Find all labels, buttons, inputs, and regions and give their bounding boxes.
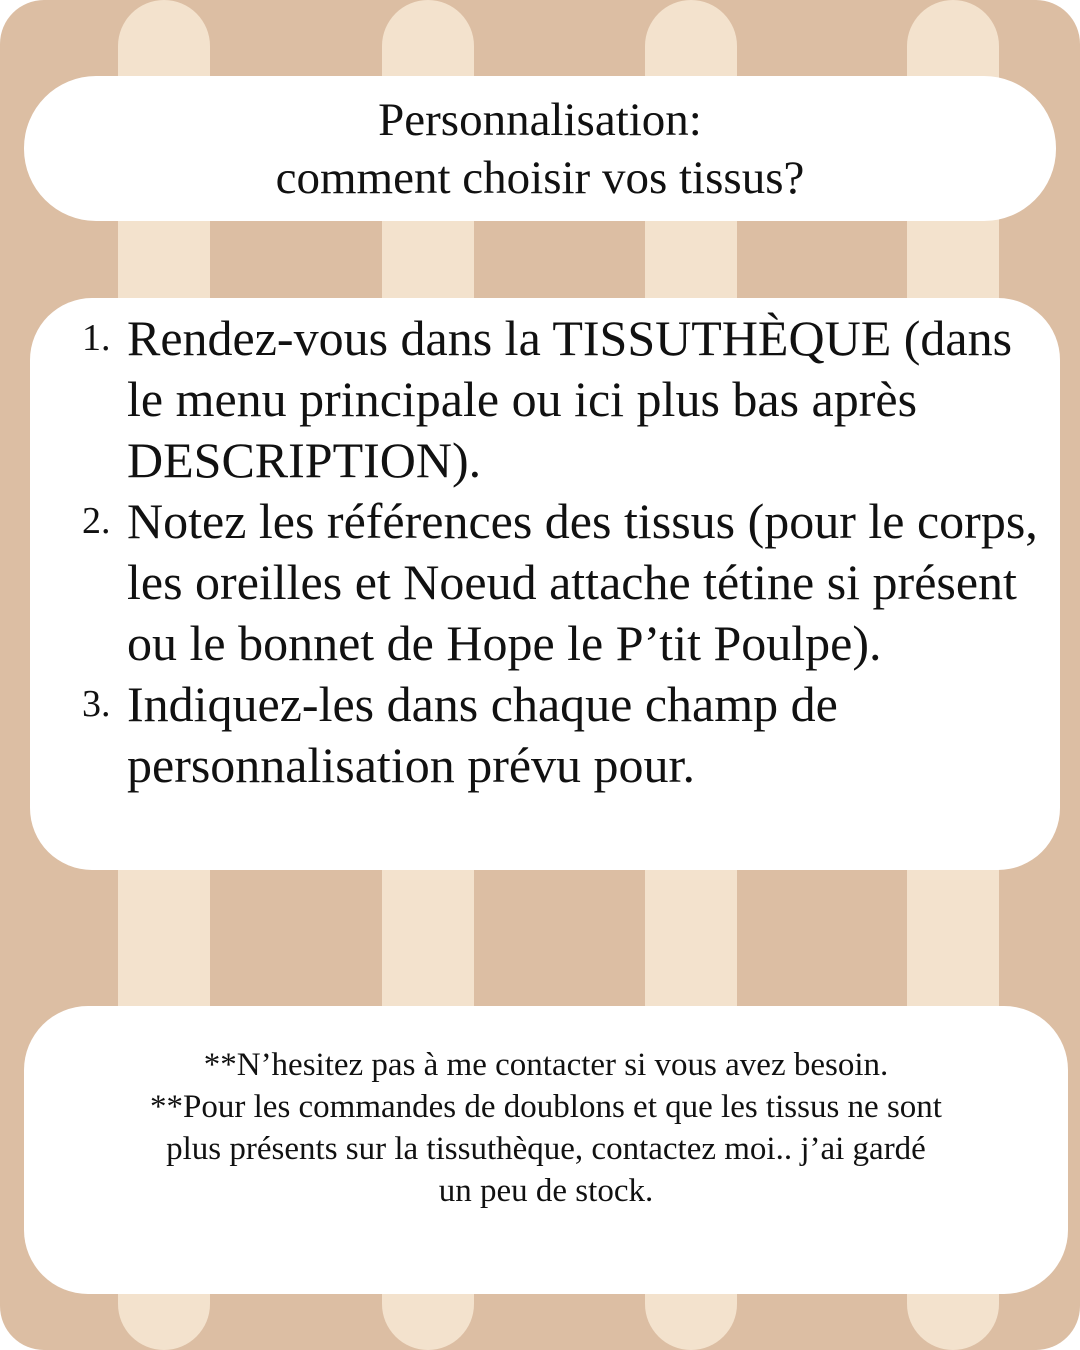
step-text: Notez les références des tissus (pour le corps, les oreilles et Noeud attache tétine si présent ou le bonnet de Hope le P’tit Poulpe). bbox=[127, 493, 1038, 671]
note-line-3: plus présents sur la tissuthèque, contactez moi.. j’ai gardé bbox=[166, 1131, 926, 1167]
title-line-2: comment choisir vos tissus? bbox=[275, 151, 805, 204]
step-text: Rendez-vous dans la TISSUTHÈQUE (dans le menu principale ou ici plus bas après DESCRIPTION). bbox=[127, 310, 1013, 488]
step-number: 2. bbox=[82, 500, 111, 542]
title-panel bbox=[24, 76, 1056, 221]
step-item-3 bbox=[30, 674, 1042, 796]
step-number: 1. bbox=[82, 317, 111, 359]
step-number: 3. bbox=[82, 683, 111, 725]
step-item-2 bbox=[30, 491, 1042, 674]
note-line-4: un peu de stock. bbox=[438, 1173, 654, 1209]
title-line-1: Personnalisation: bbox=[378, 93, 702, 146]
steps-panel bbox=[30, 298, 1060, 870]
step-item-1 bbox=[30, 308, 1042, 491]
steps-list bbox=[30, 308, 1042, 796]
note-line-1: **N’hesitez pas à me contacter si vous avez besoin. bbox=[203, 1047, 889, 1083]
note-line-2: **Pour les commandes de doublons et que les tissus ne sont bbox=[150, 1089, 942, 1125]
step-text: Indiquez-les dans chaque champ de personnalisation prévu pour. bbox=[127, 676, 838, 793]
note-panel bbox=[24, 1006, 1068, 1294]
